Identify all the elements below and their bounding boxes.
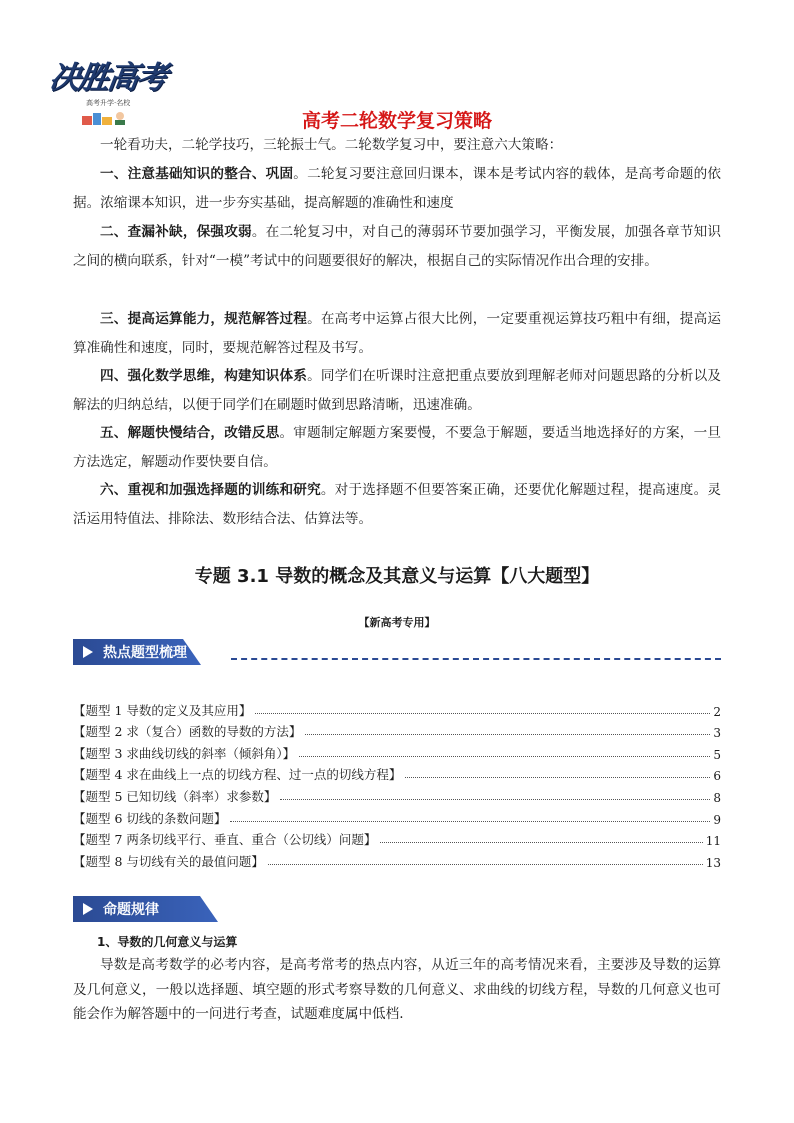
toc-item-label: 【题型 6 切线的条数问题】: [73, 810, 227, 826]
toc-leader: [230, 821, 710, 822]
intro-paragraph: [73, 131, 721, 160]
strategy-3-text: 。在高考中运算占很大比例，一定要重视运算技巧粗中有细，提高运算准确性和速度，同时，要规范解答过程及书写。: [73, 311, 722, 356]
strategy-4-heading: 四、强化数学思维，构建知识体系: [100, 368, 308, 384]
topic-subtitle: 【新高考专用】: [358, 616, 436, 629]
table-of-contents: [73, 697, 721, 870]
toc-item-label: 【题型 4 求在曲线上一点的切线方程、过一点的切线方程】: [73, 767, 402, 783]
toc-item[interactable]: [73, 762, 721, 784]
section-paragraph: [73, 953, 721, 1027]
toc-item[interactable]: [73, 697, 721, 719]
play-arrow-icon: [83, 646, 93, 658]
toc-item-label: 【题型 7 两条切线平行、垂直、重合（公切线）问题】: [73, 832, 377, 848]
pattern-banner: [73, 896, 233, 922]
toc-item-page: 3: [713, 726, 721, 741]
toc-item-page: 5: [713, 747, 721, 762]
strategy-6-text: 。对于选择题不但要答案正确，还要优化解题过程，提高速度。灵活运用特值法、排除法、数形结合法、估算法等。: [73, 482, 721, 527]
hot-topics-banner: [73, 639, 721, 665]
toc-item-label: 【题型 1 导数的定义及其应用】: [73, 702, 252, 718]
strategy-2: [73, 218, 721, 276]
logo-subtext: 高考升学·名校: [86, 99, 131, 107]
toc-item-page: 13: [705, 855, 721, 870]
toc-item[interactable]: [73, 783, 721, 805]
toc-item[interactable]: [73, 805, 721, 827]
toc-leader: [305, 734, 710, 735]
strategy-6-heading: 六、重视和加强选择题的训练和研究: [100, 482, 321, 498]
toc-item[interactable]: [73, 827, 721, 849]
toc-item[interactable]: [73, 740, 721, 762]
strategy-6: [73, 476, 721, 534]
toc-leader: [405, 777, 710, 778]
toc-item-label: 【题型 8 与切线有关的最值问题】: [73, 853, 264, 869]
toc-item-page: 6: [713, 769, 721, 784]
toc-item-page: 11: [705, 834, 721, 849]
toc-item-page: 9: [713, 812, 721, 827]
topic-title: 专题 3.1 导数的概念及其意义与运算【八大题型】: [194, 566, 600, 587]
strategy-5: [73, 419, 721, 477]
toc-leader: [380, 842, 702, 843]
strategy-3-heading: 三、提高运算能力，规范解答过程: [100, 311, 308, 327]
section-heading: 1、导数的几何意义与运算: [97, 935, 238, 949]
strategy-2-heading: 二、查漏补缺，保强攻弱: [100, 224, 252, 240]
toc-item[interactable]: [73, 719, 721, 741]
logo-text: 决胜高考: [46, 60, 169, 96]
strategy-3: [73, 305, 721, 363]
toc-item-label: 【题型 3 求曲线切线的斜率（倾斜角）】: [73, 745, 296, 761]
strategy-1-heading: 一、注意基础知识的整合、巩固: [100, 166, 294, 182]
play-arrow-icon: [83, 903, 93, 915]
section-text: 导数是高考数学的必考内容，是高考常考的热点内容，从近三年的高考情况来看，主要涉及导数的运算及几何意义，一般以选择题、填空题的形式考察导数的几何意义、求曲线的切线方程，导数的几何意义也可能会作为解答题中的一问进行考查，试题难度属中低档.: [73, 957, 721, 1022]
strategy-1: [73, 160, 721, 218]
toc-leader: [255, 713, 710, 714]
toc-item-label: 【题型 2 求（复合）函数的导数的方法】: [73, 724, 302, 740]
main-title: 高考二轮数学复习策略: [301, 110, 492, 132]
banner-divider: [231, 658, 721, 660]
strategy-5-heading: 五、解题快慢结合，改错反思: [100, 425, 280, 441]
strategy-2-text: 。在二轮复习中，对自己的薄弱环节要加强学习，平衡发展，加强各章节知识之间的横向联系，针对“一模”考试中的问题要很好的解决，根据自己的实际情况作出合理的安排。: [73, 224, 722, 269]
strategy-5-text: 。审题制定解题方案要慢，不要急于解题，要适当地选择好的方案，一旦方法选定，解题动作要快要自信。: [73, 425, 722, 470]
toc-leader: [268, 864, 703, 865]
toc-leader: [299, 756, 710, 757]
toc-leader: [280, 799, 710, 800]
toc-item[interactable]: [73, 848, 721, 870]
strategy-4-text: 。同学们在听课时注意把重点要放到理解老师对问题思路的分析以及解法的归纳总结，以便于同学们在刷题时做到思路清晰，迅速准确。: [73, 368, 722, 413]
strategy-4: [73, 362, 721, 420]
toc-item-label: 【题型 5 已知切线（斜率）求参数】: [73, 788, 277, 804]
banner-title: 命题规律: [103, 902, 159, 918]
toc-item-page: 8: [713, 790, 721, 805]
toc-item-page: 2: [713, 704, 721, 719]
intro-text: 一轮看功夫，二轮学技巧，三轮振士气。二轮数学复习中，要注意六大策略：: [100, 137, 563, 153]
banner-title: 热点题型梳理: [103, 645, 187, 661]
strategy-1-text: 。二轮复习要注意回归课本，课本是考试内容的载体，是高考命题的依据。浓缩课本知识，进一步夯实基础，提高解题的准确性和速度: [73, 166, 721, 211]
